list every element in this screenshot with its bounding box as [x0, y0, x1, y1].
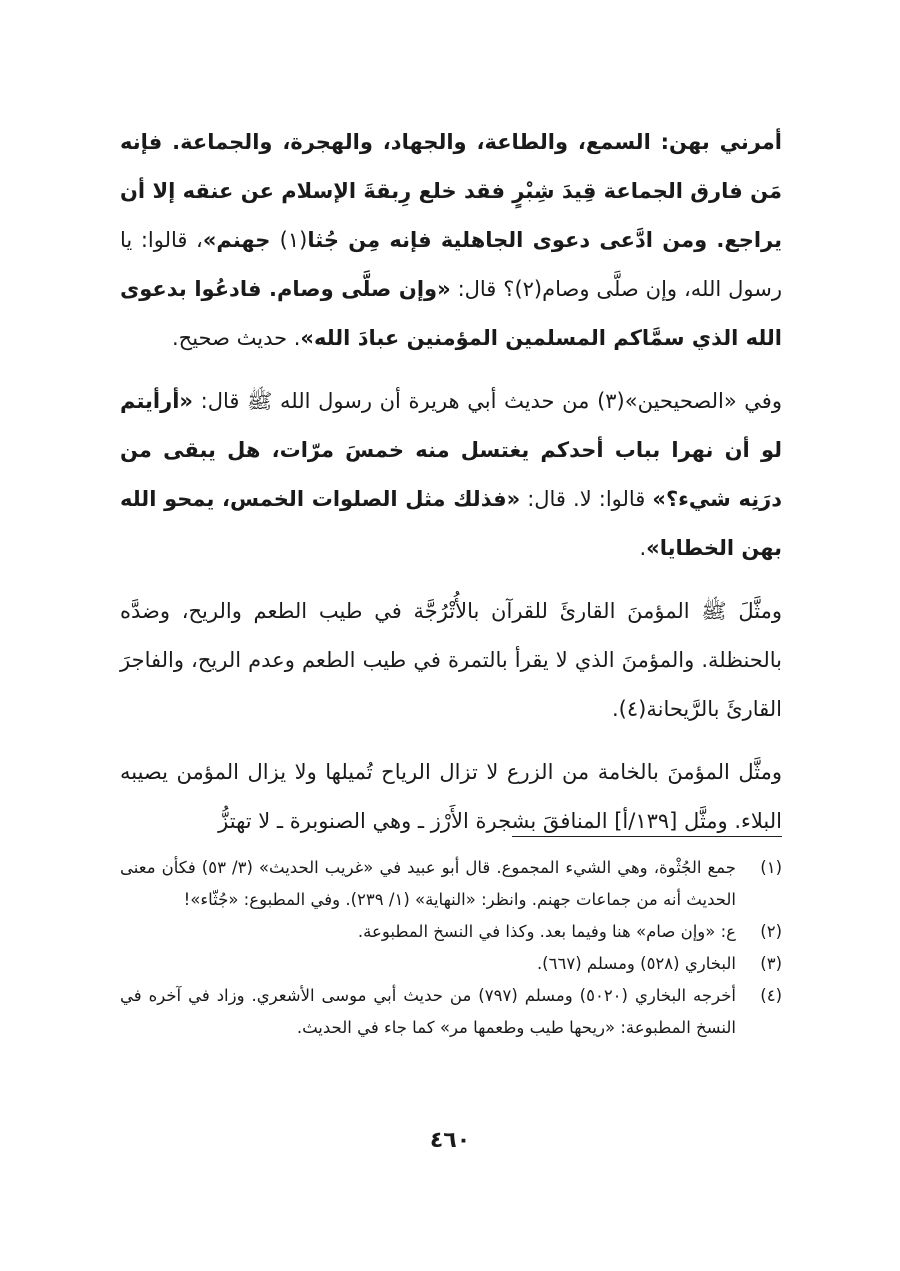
footnote-number: (٣) [760, 954, 782, 973]
text-run: «وإن صلَّى وصام. فادعُوا بدعوى الله الذي سمَّاكم المسلمين المؤمنين عبادَ الله» [120, 277, 782, 350]
page-number: ٤٦٠ [429, 1128, 471, 1153]
text-run: أمرني بهن: السمع، والطاعة، والجهاد، والهجرة، والجماعة. فإنه مَن فارق الجماعة قِيدَ شِبْرٍ فقد خلع رِبقةَ الإسلام عن عنقه إلا أن يراجع. ومن ادَّعى دعوى الجاهلية فإنه مِن جُثا [120, 130, 782, 252]
paragraph-4 [120, 748, 782, 846]
text-run: (٣) [597, 389, 625, 413]
paragraph-1 [120, 118, 782, 363]
footnote-text: البخاري (٥٢٨) ومسلم (٦٦٧). [536, 954, 736, 973]
footnote-3 [120, 948, 782, 980]
text-run: جهنم» [202, 228, 280, 252]
text-run: وفي «الصحيحين» [624, 389, 782, 413]
text-run: . [639, 536, 647, 560]
footnote-2 [120, 916, 782, 948]
footnote-number: (٢) [760, 922, 782, 941]
paragraph-2 [120, 377, 782, 573]
text-run: ومثَّلَ ﷺ المؤمنَ القارئَ للقرآن بالأُتْرُجَّة في طيب الطعم والريح، وضدَّه بالحنظلة. والمؤمنَ الذي لا يقرأ بالتمرة في طيب الطعم وعدم الريح، والفاجرَ القارئَ بالرَّيحانة [120, 599, 782, 721]
footnote-4 [120, 980, 782, 1044]
text-run: . [611, 697, 619, 721]
footnote-text: ع: «وإن صام» هنا وفيما بعد. وكذا في النسخ المطبوعة. [357, 922, 736, 941]
text-run: من حديث أبي هريرة أن رسول الله ﷺ قال: [192, 389, 598, 413]
text-run: ؟ قال: [450, 277, 515, 301]
footnote-text: أخرجه البخاري (٥٠٢٠) ومسلم (٧٩٧) من حديث أبي موسى الأشعري. وزاد في آخره في النسخ المطبوعة: «ريحها طيب وطعمها مر» كما جاء في الحديث. [120, 986, 736, 1037]
footnotes [120, 852, 782, 1044]
footnote-text: جمع الجُثْوة، وهي الشيء المجموع. قال أبو عبيد في «غريب الحديث» (٣/ ٥٣) فكأن معنى الحديث أنه من جماعات جهنم. وانظر: «النهاية» (١/ ٢٣٩). وفي المطبوع: «جُثّاء»! [120, 858, 736, 909]
paragraph-3 [120, 587, 782, 734]
footnote-number: (١) [760, 858, 782, 877]
text-run: ومثَّل المؤمنَ بالخامة من الزرع لا تزال الرياح تُميلها ولا يزال المؤمن يصيبه البلاء. ومثَّل [١٣٩/أ] المنافقَ بشجرة الأَرْز ـ وهي الصنوبرة ـ لا تهتزُّ [120, 760, 782, 833]
footnote-separator [512, 836, 782, 837]
text-run: ، قالوا: يا رسول الله، وإن صلَّى وصام [120, 228, 782, 301]
footnote-number: (٤) [760, 986, 782, 1005]
text-run: (٤) [618, 697, 647, 721]
text-run: «فذلك مثل الصلوات الخمس، يمحو الله بهن الخطايا» [120, 487, 782, 560]
main-text [120, 118, 782, 860]
text-run: «أرأيتم لو أن نهرا بباب أحدكم يغتسل منه خمسَ مرّات، هل يبقى من درَنِه شيء؟» [120, 389, 782, 511]
text-run: . حديث صحيح. [171, 326, 301, 350]
text-run: قالوا: لا. قال: [520, 487, 653, 511]
text-run: (١) [279, 228, 308, 252]
footnote-1 [120, 852, 782, 916]
text-run: (٢) [514, 277, 543, 301]
